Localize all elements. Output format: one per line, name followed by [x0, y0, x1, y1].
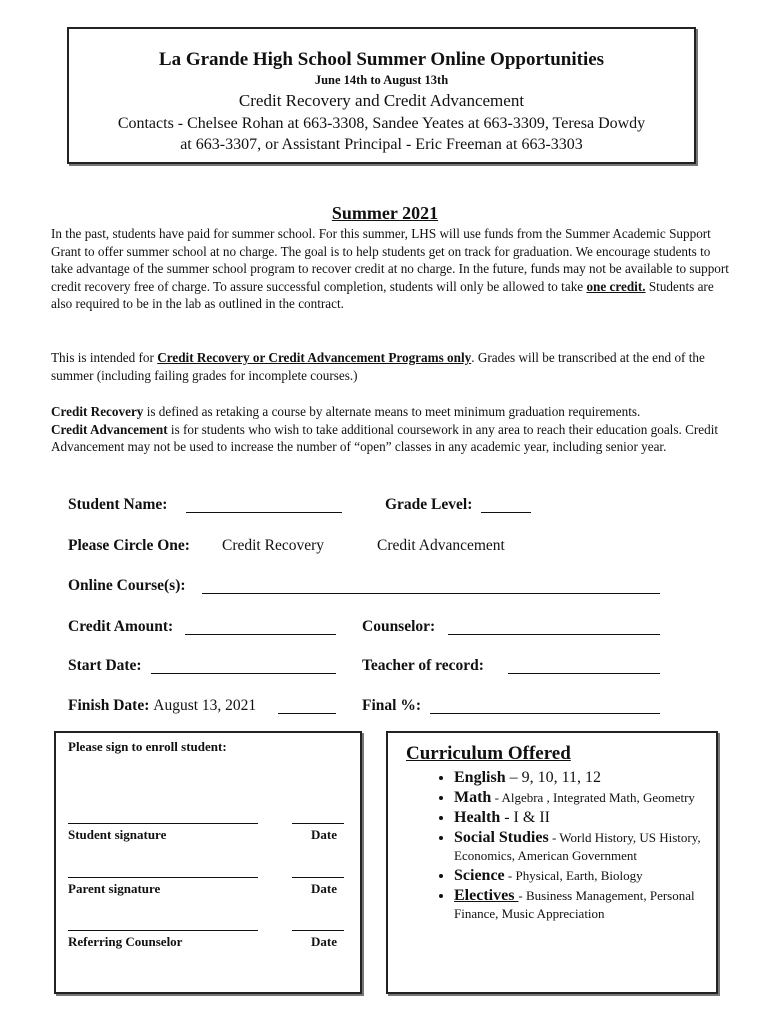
intro-paragraph — [51, 225, 731, 313]
curriculum-item-social-studies — [454, 829, 734, 865]
intro-text: In the past, students have paid for summer school. For this summer, LHS will use funds from the Summer Academic Support Grant to offer summer school at no charge. The goal is to help students get on track for graduation. We encourage students to take advantage of the summer school program to recover credit at no charge. In the future, funds may not be available to support credit recovery free of charge. To assure successful completion, students will only be allowed to take — [51, 226, 729, 294]
counselor-label: Counselor: — [362, 618, 436, 635]
curriculum-item-health — [454, 809, 734, 827]
header-box — [67, 27, 696, 164]
signature-box — [54, 731, 362, 994]
counselor-date-label: Date — [311, 934, 337, 949]
parent-signature-line[interactable] — [68, 877, 258, 878]
curriculum-box — [386, 731, 718, 994]
credit-amount-label: Credit Amount: — [68, 618, 174, 635]
curriculum-subject: Math — [454, 789, 492, 806]
curriculum-subject: English — [454, 769, 506, 786]
contacts-line-2: at 663-3307, or Assistant Principal - Eric Freeman at 663-3303 — [180, 136, 583, 153]
option-credit-advancement[interactable]: Credit Advancement — [377, 537, 505, 554]
option-credit-recovery[interactable]: Credit Recovery — [222, 537, 325, 554]
definitions-paragraph — [51, 403, 731, 456]
curriculum-details: - World History, US History, Economics, American Government — [454, 830, 701, 863]
curriculum-details: - Business Management, Personal Finance, Music Appreciation — [454, 888, 695, 921]
page-title: La Grande High School Summer Online Opportunities — [158, 49, 605, 70]
contacts-line-1: Contacts - Chelsee Rohan at 663-3308, Sandee Yeates at 663-3309, Teresa Dowdy — [117, 115, 646, 132]
parent-date-label: Date — [311, 881, 337, 896]
finish-date-label — [68, 697, 256, 715]
program-dates: June 14th to August 13th — [314, 73, 449, 87]
curriculum-title: Curriculum Offered — [406, 743, 571, 764]
parent-signature-label: Parent signature — [68, 881, 161, 896]
student-name-field[interactable] — [186, 498, 342, 513]
parent-date-line[interactable] — [292, 877, 344, 878]
start-date-label: Start Date: — [68, 657, 142, 674]
curriculum-details: - Algebra , Integrated Math, Geometry — [491, 790, 695, 805]
finish-date-field[interactable] — [278, 699, 336, 714]
curriculum-item-electives — [454, 887, 734, 923]
curriculum-item-english — [454, 769, 734, 787]
curriculum-details: - I & II — [500, 809, 550, 826]
curriculum-list — [430, 769, 734, 925]
curriculum-item-science — [454, 867, 734, 885]
curriculum-subject: Science — [454, 867, 505, 884]
online-courses-label: Online Course(s): — [68, 577, 186, 594]
teacher-of-record-label: Teacher of record: — [362, 657, 484, 674]
grade-level-label: Grade Level: — [385, 496, 473, 513]
program-subtitle: Credit Recovery and Credit Advancement — [238, 91, 525, 110]
final-percent-field[interactable] — [430, 699, 660, 714]
curriculum-item-math — [454, 789, 734, 807]
credit-advancement-term: Credit Advancement — [51, 421, 168, 437]
curriculum-details: - Physical, Earth, Biology — [504, 868, 643, 883]
student-name-label: Student Name: — [68, 496, 168, 513]
start-date-field[interactable] — [151, 659, 336, 674]
counselor-date-line[interactable] — [292, 930, 344, 931]
intro-text-end: Students are also required to be in the lab as outlined in the contract. — [51, 278, 714, 312]
credit-recovery-definition: is defined as retaking a course by alternate means to meet minimum graduation requirements. — [143, 404, 641, 419]
programs-emphasis: Credit Recovery or Credit Advancement Programs only — [157, 350, 472, 365]
student-signature-line[interactable] — [68, 823, 258, 824]
intent-text-end: . Grades will be transcribed at the end of the summer (including failing grades for incomplete courses.) — [51, 350, 705, 383]
counselor-field[interactable] — [448, 620, 660, 635]
credit-amount-field[interactable] — [185, 620, 336, 635]
counselor-signature-label: Referring Counselor — [68, 934, 183, 949]
section-title: Summer 2021 — [331, 203, 439, 223]
signature-heading: Please sign to enroll student: — [68, 739, 227, 754]
curriculum-details: – 9, 10, 11, 12 — [505, 769, 601, 786]
teacher-of-record-field[interactable] — [508, 659, 660, 674]
one-credit-emphasis: one credit. — [586, 278, 646, 294]
curriculum-subject: Health — [454, 809, 501, 826]
credit-recovery-term: Credit Recovery — [51, 404, 144, 419]
curriculum-subject: Electives — [454, 887, 519, 904]
circle-one-label: Please Circle One: — [68, 537, 190, 554]
contacts — [83, 113, 680, 155]
intent-text: This is intended for — [51, 350, 158, 365]
intent-paragraph — [51, 349, 731, 384]
online-courses-field[interactable] — [202, 579, 660, 594]
credit-advancement-definition: is for students who wish to take additional coursework in any area to reach their education goals. Credit Advancement may not be used to increase the number of “open” classes in any academic year, including senior year. — [51, 421, 719, 455]
counselor-signature-line[interactable] — [68, 930, 258, 931]
student-signature-label: Student signature — [68, 827, 167, 842]
curriculum-subject: Social Studies — [454, 829, 549, 846]
student-date-line[interactable] — [292, 823, 344, 824]
final-percent-label: Final %: — [362, 697, 421, 714]
finish-date-text: Finish Date: — [68, 697, 150, 714]
grade-level-field[interactable] — [481, 498, 531, 513]
student-date-label: Date — [311, 827, 337, 842]
finish-date-value: August 13, 2021 — [153, 697, 257, 714]
